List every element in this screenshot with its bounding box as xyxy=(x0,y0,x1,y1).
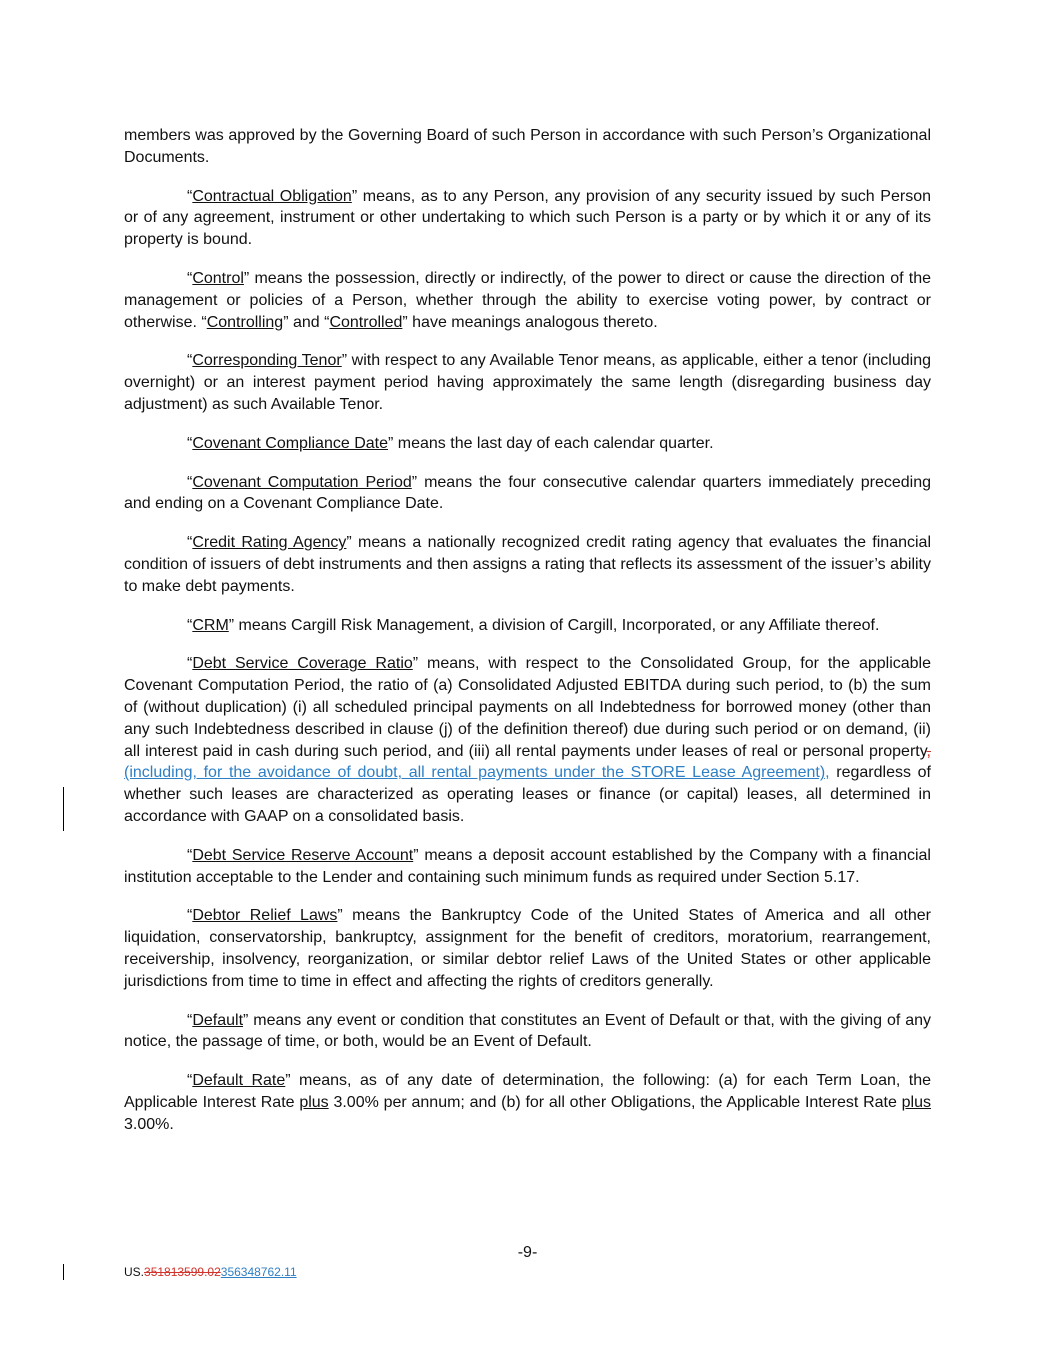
revision-bar-footer xyxy=(63,1264,64,1280)
definition-debt-service-reserve-account: “Debt Service Reserve Account” means a deposit account established by the Company with a financial institution acceptable to the Lender and containing such minimum funds as required under Section 5.17. xyxy=(124,846,931,886)
defined-term: Controlled xyxy=(329,313,403,331)
inserted-text: (including, for the avoidance of doubt, all rental payments under the STORE Lease Agreement), xyxy=(124,764,830,782)
definition-corresponding-tenor: “Corresponding Tenor” with respect to any Available Tenor means, as applicable, either a tenor (including overnight) or an interest payment period having approximately the same length (disregarding business day adjustment) as such Available Tenor. xyxy=(124,352,931,413)
definition-default-rate: “Default Rate” means, as of any date of determination, the following: (a) for each Term Loan, the Applicable Interest Rate plus 3.00% per annum; and (b) for all other Obligations, the Applicable Interest Rate plus 3.00%. xyxy=(124,1072,932,1133)
document-body xyxy=(124,125,931,1152)
paragraph-continuation: members was approved by the Governing Board of such Person in accordance with such Person’s Organizational Documents. xyxy=(124,127,931,166)
definition-control: “Control” means the possession, directly or indirectly, of the power to direct or cause the direction of the management or policies of a Person, whether through the ability to exercise voting power, by contract or otherwise. “Controlling” and “Controlled” have meanings analogous thereto. xyxy=(124,269,931,331)
defined-term: Covenant Computation Period xyxy=(192,473,412,491)
defined-term: Control xyxy=(192,269,244,287)
defined-term: Corresponding Tenor xyxy=(192,352,342,370)
defined-term: Covenant Compliance Date xyxy=(192,434,388,452)
defined-term: Credit Rating Agency xyxy=(192,534,347,552)
definition-credit-rating-agency: “Credit Rating Agency” means a nationally recognized credit rating agency that evaluates the financial condition of issuers of debt instruments and then assigns a rating that reflects its assessment of the issuer’s ability to make debt payments. xyxy=(124,534,932,595)
deleted-text: , xyxy=(926,742,931,760)
document-id: US.351813599.02356348762.11 xyxy=(124,1265,297,1279)
definition-crm: “CRM” means Cargill Risk Management, a division of Cargill, Incorporated, or any Affiliate thereof. xyxy=(187,616,880,634)
definition-default: “Default” means any event or condition that constitutes an Event of Default or that, with the giving of any notice, the passage of time, or both, would be an Event of Default. xyxy=(124,1011,931,1051)
defined-term: Contractual Obligation xyxy=(192,187,352,205)
defined-term: Default xyxy=(192,1011,244,1029)
definition-covenant-computation-period: “Covenant Computation Period” means the four consecutive calendar quarters immediately preceding and ending on a Covenant Compliance Date. xyxy=(124,473,931,513)
defined-term: Debt Service Reserve Account xyxy=(192,846,414,864)
plus-term: plus xyxy=(299,1093,329,1111)
page-number: -9- xyxy=(517,1244,538,1261)
revision-bar xyxy=(63,787,64,831)
defined-term: Default Rate xyxy=(192,1072,286,1090)
defined-term: Debtor Relief Laws xyxy=(192,907,338,925)
definition-contractual-obligation: “Contractual Obligation” means, as to any Person, any provision of any security issued by such Person or of any agreement, instrument or other undertaking to which such Person is a party or by which it or any of its property is bound. xyxy=(124,187,932,249)
doc-id-inserted: 356348762.11 xyxy=(220,1265,297,1279)
definition-covenant-compliance-date: “Covenant Compliance Date” means the last day of each calendar quarter. xyxy=(187,434,714,452)
defined-term: Debt Service Coverage Ratio xyxy=(192,655,413,673)
definition-debtor-relief-laws: “Debtor Relief Laws” means the Bankruptcy Code of the United States of America and all other liquidation, conservatorship, bankruptcy, assignment for the benefit of creditors, moratorium, rearrangement, receivership, insolvency, reorganization, or similar debtor relief Laws of the United States or other applicable jurisdictions from time to time in effect and affecting the rights of creditors generally. xyxy=(124,907,932,990)
plus-term: plus xyxy=(901,1093,932,1111)
defined-term: CRM xyxy=(192,616,229,634)
defined-term: Controlling xyxy=(206,313,284,331)
doc-id-deleted: 351813599.02 xyxy=(144,1265,221,1279)
definition-debt-service-coverage-ratio: “Debt Service Coverage Ratio” means, with respect to the Consolidated Group, for the applicable Covenant Computation Period, the ratio of (a) Consolidated Adjusted EBITDA during such period, to (b) the sum of (without duplication) (i) all scheduled principal payments on all Indebtedness for borrowed money (other than any such Indebtedness described in clause (j) of the definition thereof) due during such period or on demand, (ii) all interest paid in cash during such period, and (iii) all rental payments under leases of real or personal property, (including, for the avoidance of doubt, all rental payments under the STORE Lease Agreement), regardless of whether such leases are characterized as operating leases or finance (or capital) leases, all determined in accordance with GAAP on a consolidated basis. xyxy=(124,655,931,825)
